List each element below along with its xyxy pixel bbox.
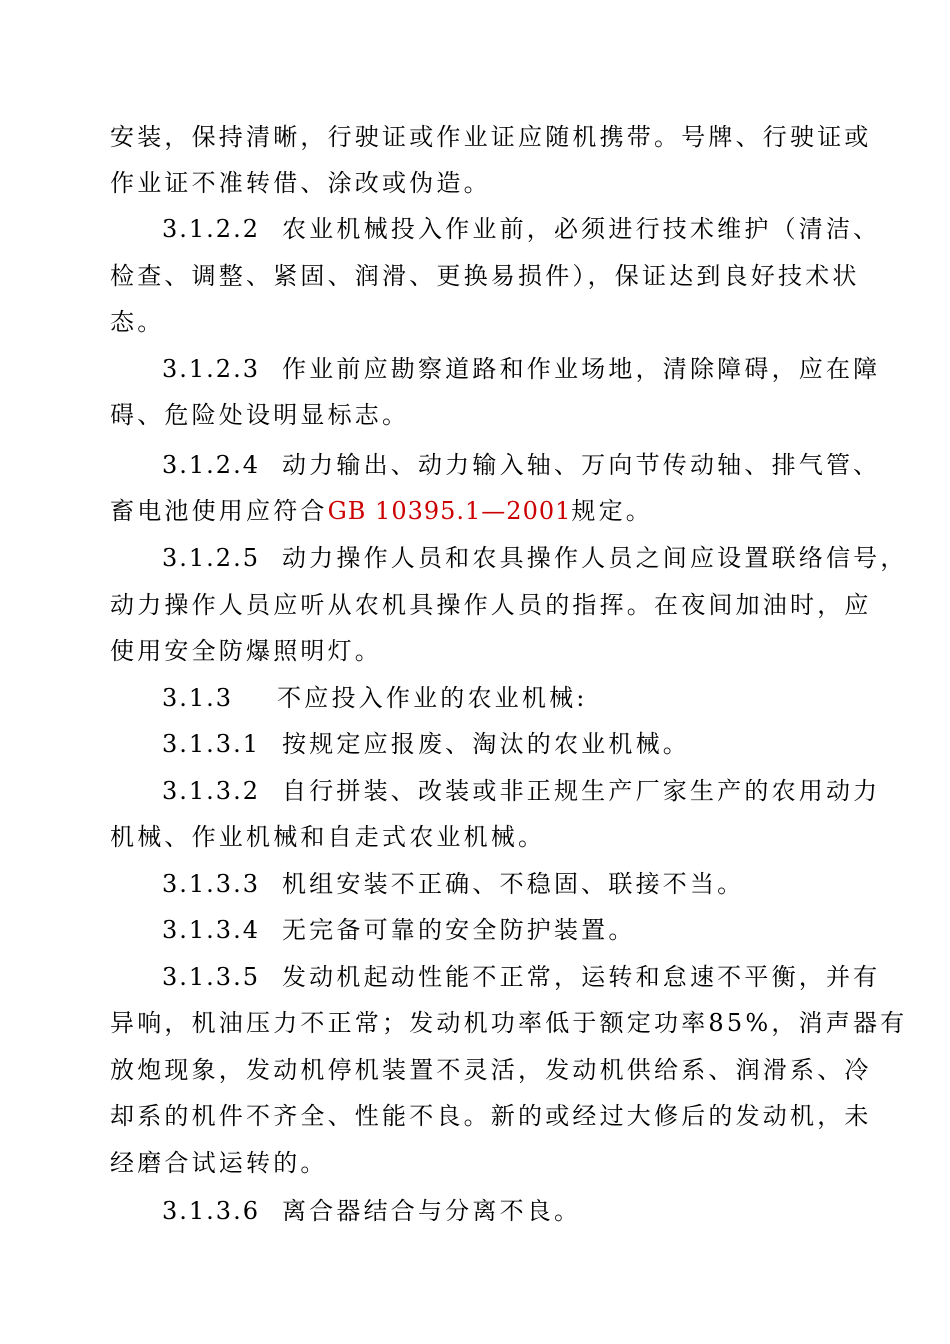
- clause-text: 动力操作人员和农具操作人员之间应设置联络信号，: [281, 544, 908, 572]
- clause-text: 不应投入作业的农业机械:: [277, 684, 588, 712]
- paragraph-line: 安装，保持清晰，行驶证或作业证应随机携带。号牌、行驶证或: [110, 123, 872, 151]
- paragraph-line: 放炮现象，发动机停机装置不灵活，发动机供给系、润滑系、冷: [110, 1056, 872, 1084]
- clause-3-1-2-4: [162, 450, 881, 480]
- clause-3-1-2-2: [162, 214, 881, 244]
- clause-3-1-3-3: [162, 869, 852, 899]
- clause-text: 按规定应报废、淘汰的农业机械。: [281, 730, 690, 758]
- clause-text: 机组安装不正确、不稳固、联接不当。: [281, 870, 745, 898]
- clause-text: 畜电池使用应符合: [110, 497, 328, 525]
- clause-number: 3.1.2.3: [162, 355, 260, 383]
- clause-number: 3.1.3.2: [162, 777, 260, 805]
- standard-reference-link[interactable]: GB 10395.1—2001: [327, 497, 572, 525]
- clause-number: 3.1.3.5: [162, 963, 260, 991]
- clause-number: 3.1.3.1: [162, 730, 260, 758]
- clause-3-1-3-4: [162, 915, 852, 945]
- clause-3-1-3-1: [162, 729, 852, 759]
- clause-number: 3.1.3.6: [162, 1197, 260, 1225]
- clause-text: 动力输出、动力输入轴、万向节传动轴、排气管、: [281, 451, 881, 479]
- clause-number: 3.1.3.3: [162, 870, 260, 898]
- paragraph-line: 机械、作业机械和自走式农业机械。: [110, 823, 546, 851]
- clause-text: 规定。: [571, 497, 653, 525]
- clause-text: 离合器结合与分离不良。: [281, 1197, 582, 1225]
- clause-number: 3.1.2.4: [162, 451, 260, 479]
- paragraph-line: 碍、危险处设明显标志。: [110, 401, 410, 429]
- clause-3-1-3-6: [162, 1196, 852, 1226]
- clause-text: 无完备可靠的安全防护装置。: [281, 916, 636, 944]
- clause-number: 3.1.2.5: [162, 544, 260, 572]
- paragraph-line: 却系的机件不齐全、性能不良。新的或经过大修后的发动机，未: [110, 1102, 872, 1130]
- clause-3-1-3: [162, 683, 852, 713]
- clause-text: 农业机械投入作业前，必须进行技术维护（清洁、: [281, 215, 881, 243]
- clause-text: 发动机起动性能不正常，运转和怠速不平衡，并有: [281, 963, 881, 991]
- clause-text: 作业前应勘察道路和作业场地，清除障碍，应在障: [281, 355, 881, 383]
- paragraph-line: 作业证不准转借、涂改或伪造。: [110, 169, 491, 197]
- paragraph-line: 检查、调整、紧固、润滑、更换易损件），保证达到良好技术状: [110, 262, 860, 290]
- paragraph-line: 使用安全防爆照明灯。: [110, 637, 382, 665]
- clause-number: 3.1.3.4: [162, 916, 260, 944]
- clause-number: 3.1.2.2: [162, 215, 260, 243]
- clause-3-1-3-5: [162, 962, 881, 992]
- clause-3-1-2-5: [162, 543, 908, 573]
- clause-text: 自行拼装、改装或非正规生产厂家生产的农用动力: [281, 777, 881, 805]
- clause-3-1-3-2: [162, 776, 881, 806]
- clause-3-1-2-3: [162, 354, 881, 384]
- paragraph-line: 动力操作人员应听从农机具操作人员的指挥。在夜间加油时，应: [110, 591, 872, 619]
- paragraph-line: 异响，机油压力不正常；发动机功率低于额定功率85%，消声器有: [110, 1009, 908, 1037]
- paragraph-line: [110, 496, 850, 526]
- paragraph-line: 经磨合试运转的。: [110, 1149, 328, 1177]
- clause-number: 3.1.3: [162, 684, 234, 712]
- paragraph-line: 态。: [110, 308, 165, 336]
